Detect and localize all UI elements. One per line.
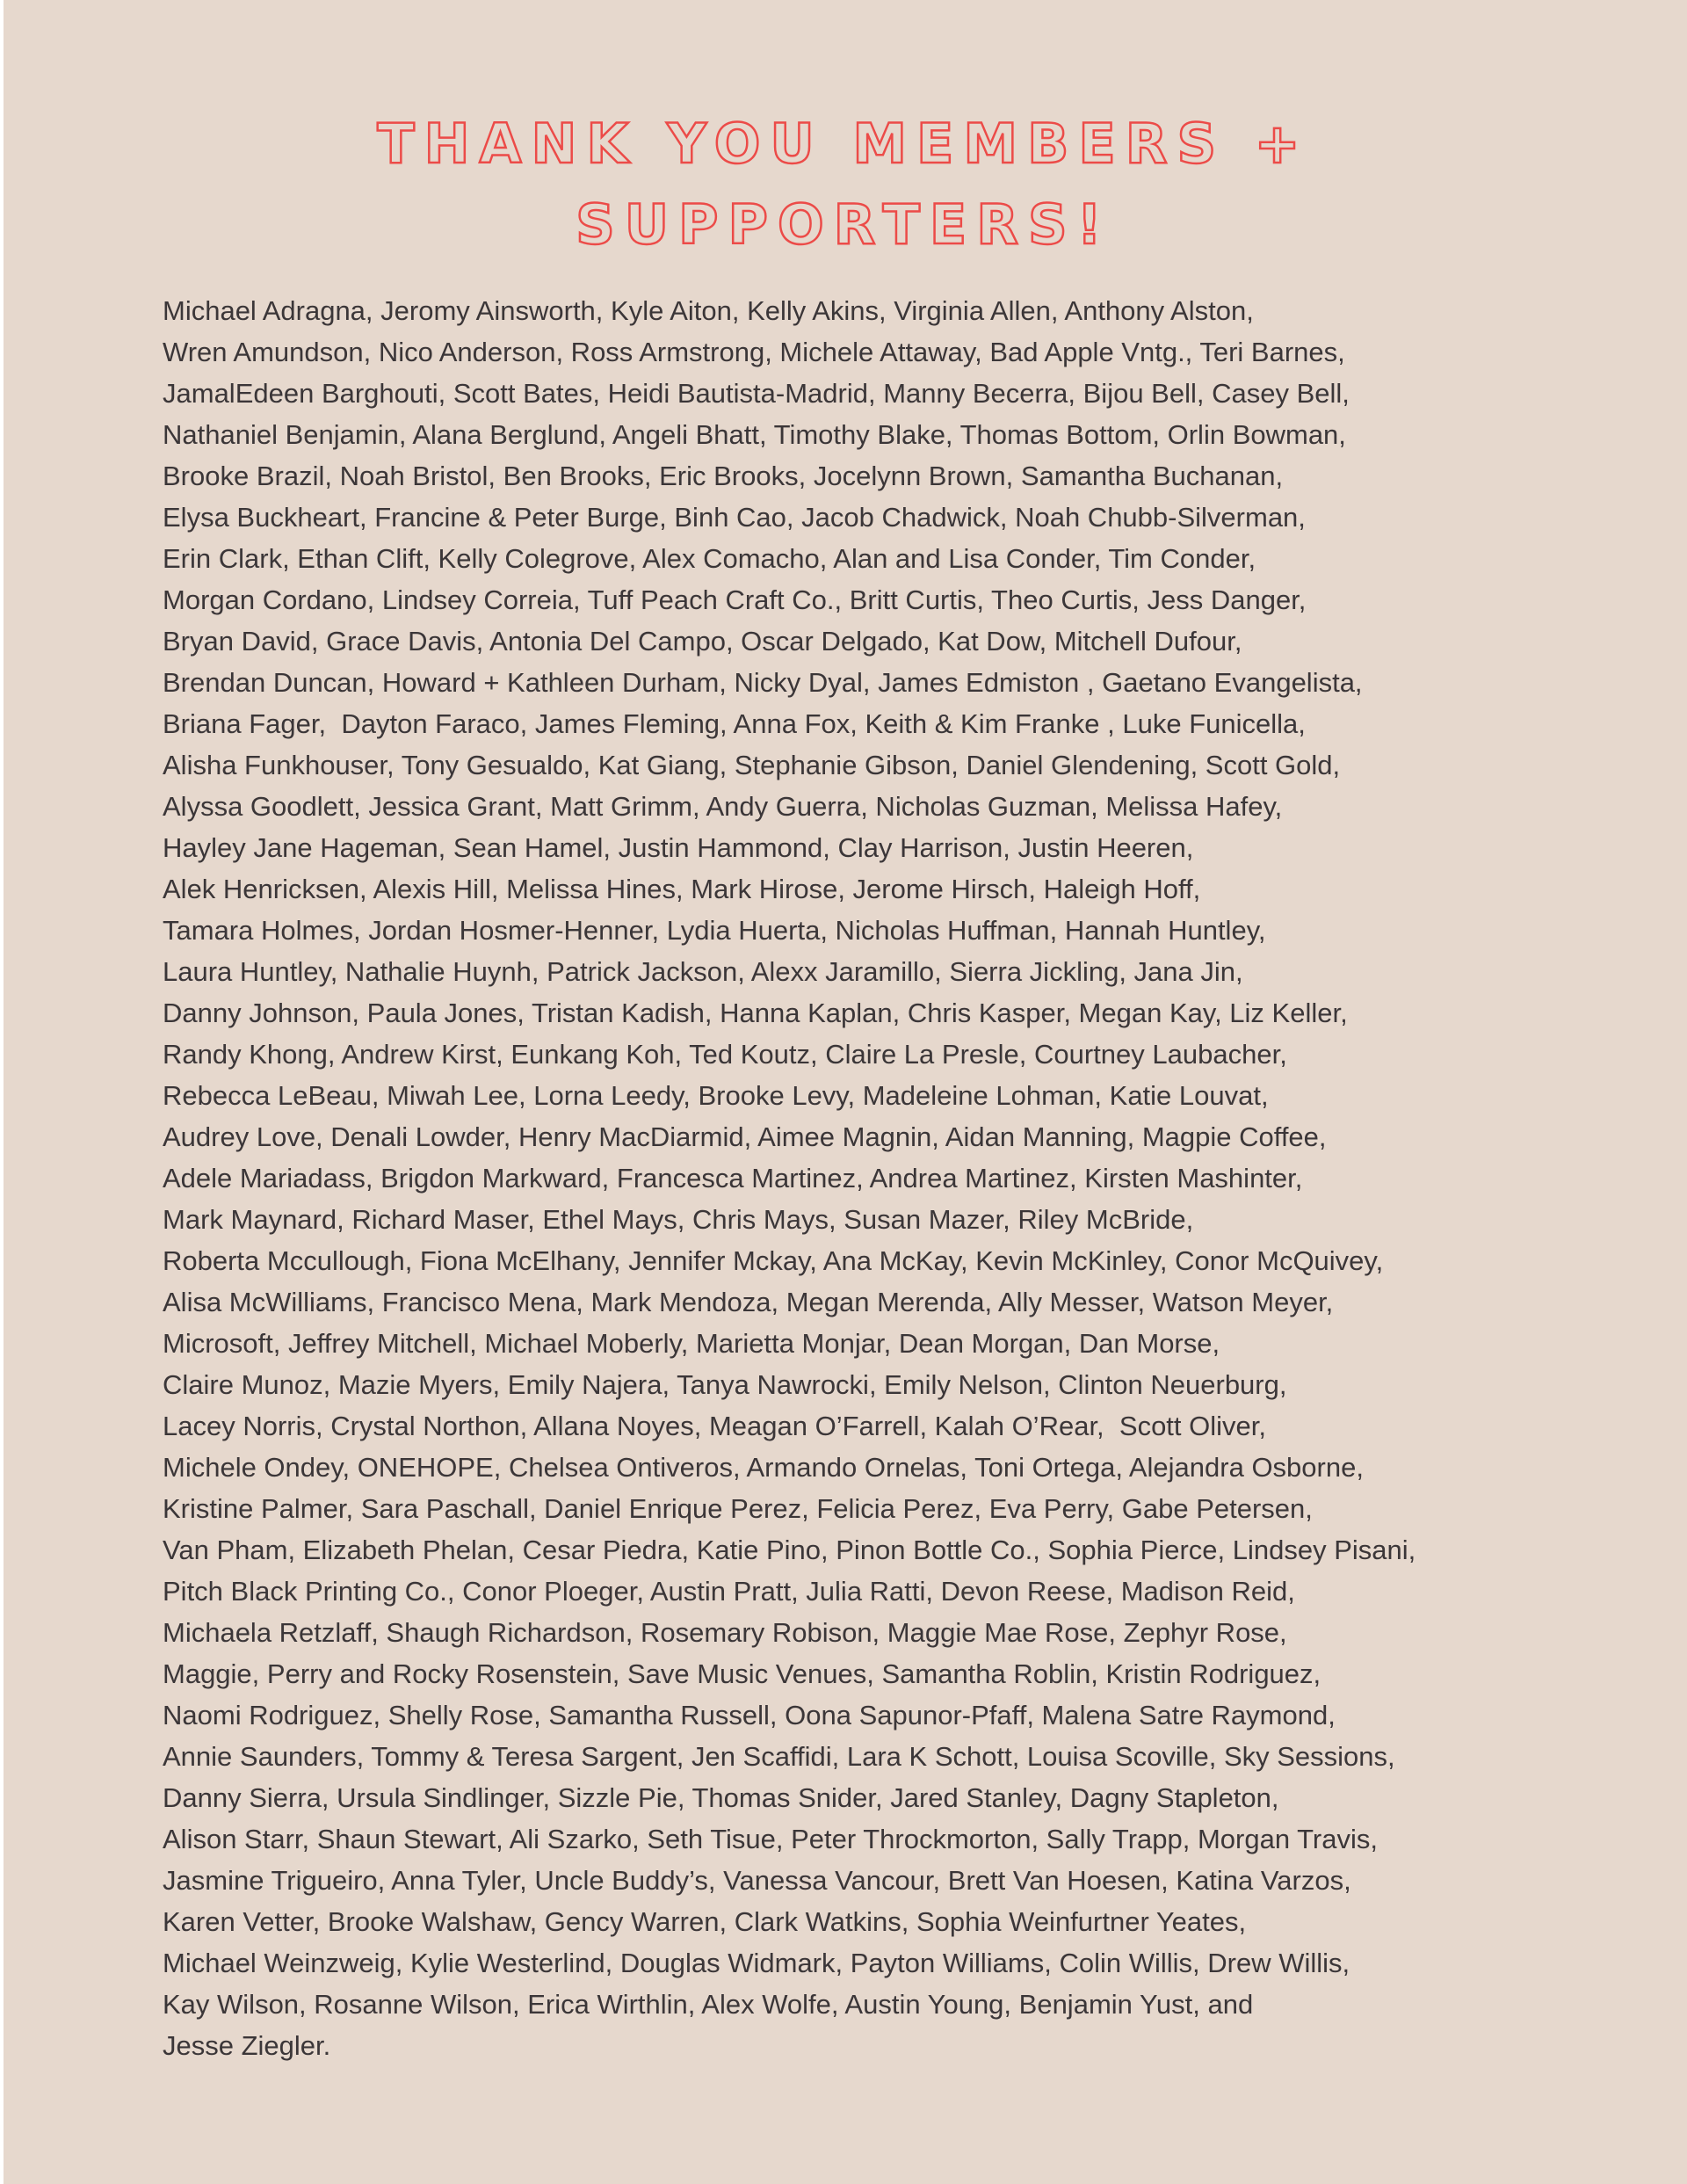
supporters-line: Alison Starr, Shaun Stewart, Ali Szarko, Seth Tisue, Peter Throckmorton, Sally Trapp, Morgan Travis, (163, 1824, 1378, 1854)
supporters-line: Michael Weinzweig, Kylie Westerlind, Douglas Widmark, Payton Williams, Colin Willis, Drew Willis, (163, 1948, 1350, 1978)
supporters-line: Kay Wilson, Rosanne Wilson, Erica Wirthlin, Alex Wolfe, Austin Young, Benjamin Yust, and (163, 1989, 1254, 2020)
supporters-line: Alisha Funkhouser, Tony Gesualdo, Kat Giang, Stephanie Gibson, Daniel Glendening, Scott Gold, (163, 750, 1341, 780)
supporters-line: Jesse Ziegler. (163, 2030, 331, 2061)
supporters-line: Wren Amundson, Nico Anderson, Ross Armstrong, Michele Attaway, Bad Apple Vntg., Teri Barnes, (163, 337, 1345, 367)
supporters-line: Jasmine Trigueiro, Anna Tyler, Uncle Buddy’s, Vanessa Vancour, Brett Van Hoesen, Katina Varzos, (163, 1865, 1351, 1896)
supporters-line: Karen Vetter, Brooke Walshaw, Gency Warren, Clark Watkins, Sophia Weinfurtner Yeates, (163, 1906, 1247, 1937)
page-title-line-1: THANK YOU MEMBERS + (377, 112, 1310, 176)
supporters-line: Adele Mariadass, Brigdon Markward, Francesca Martinez, Andrea Martinez, Kirsten Mashinter, (163, 1163, 1303, 1194)
supporters-line: Nathaniel Benjamin, Alana Berglund, Angeli Bhatt, Timothy Blake, Thomas Bottom, Orlin Bowman, (163, 419, 1346, 450)
supporters-line: Roberta Mccullough, Fiona McElhany, Jennifer Mckay, Ana McKay, Kevin McKinley, Conor McQuivey, (163, 1245, 1384, 1276)
supporters-line: Brendan Duncan, Howard + Kathleen Durham, Nicky Dyal, James Edmiston , Gaetano Evangelista, (163, 667, 1363, 698)
page-edge (0, 0, 4, 2184)
supporters-line: Danny Sierra, Ursula Sindlinger, Sizzle Pie, Thomas Snider, Jared Stanley, Dagny Stapleton, (163, 1782, 1279, 1813)
supporters-line: Danny Johnson, Paula Jones, Tristan Kadish, Hanna Kaplan, Chris Kasper, Megan Kay, Liz Keller, (163, 998, 1348, 1028)
supporters-line: Audrey Love, Denali Lowder, Henry MacDiarmid, Aimee Magnin, Aidan Manning, Magpie Coffee, (163, 1121, 1327, 1152)
supporters-line: Pitch Black Printing Co., Conor Ploeger, Austin Pratt, Julia Ratti, Devon Reese, Madison Reid, (163, 1576, 1295, 1607)
supporters-line: Maggie, Perry and Rocky Rosenstein, Save Music Venues, Samantha Roblin, Kristin Rodriguez, (163, 1658, 1321, 1689)
supporters-line: Brooke Brazil, Noah Bristol, Ben Brooks, Eric Brooks, Jocelynn Brown, Samantha Buchanan, (163, 461, 1284, 491)
supporters-list (163, 290, 1533, 2066)
supporters-line: Alisa McWilliams, Francisco Mena, Mark Mendoza, Megan Merenda, Ally Messer, Watson Meyer, (163, 1287, 1334, 1317)
supporters-line: Mark Maynard, Richard Maser, Ethel Mays, Chris Mays, Susan Mazer, Riley McBride, (163, 1204, 1194, 1235)
supporters-line: Laura Huntley, Nathalie Huynh, Patrick Jackson, Alexx Jaramillo, Sierra Jickling, Jana Jin, (163, 956, 1243, 987)
page-title-line-2: SUPPORTERS! (576, 192, 1111, 257)
supporters-line: Morgan Cordano, Lindsey Correia, Tuff Peach Craft Co., Britt Curtis, Theo Curtis, Jess Danger, (163, 584, 1307, 615)
supporters-line: Michael Adragna, Jeromy Ainsworth, Kyle Aiton, Kelly Akins, Virginia Allen, Anthony Alston, (163, 295, 1254, 326)
page-title (0, 104, 1687, 265)
supporters-line: Annie Saunders, Tommy & Teresa Sargent, Jen Scaffidi, Lara K Schott, Louisa Scoville, Sky Sessions, (163, 1741, 1395, 1772)
supporters-line: Erin Clark, Ethan Clift, Kelly Colegrove, Alex Comacho, Alan and Lisa Conder, Tim Conder, (163, 543, 1256, 574)
supporters-line: Tamara Holmes, Jordan Hosmer-Henner, Lydia Huerta, Nicholas Huffman, Hannah Huntley, (163, 915, 1266, 946)
supporters-line: Naomi Rodriguez, Shelly Rose, Samantha Russell, Oona Sapunor-Pfaff, Malena Satre Raymond, (163, 1700, 1336, 1731)
supporters-line: JamalEdeen Barghouti, Scott Bates, Heidi Bautista-Madrid, Manny Becerra, Bijou Bell, Casey Bell, (163, 378, 1350, 409)
supporters-line: Kristine Palmer, Sara Paschall, Daniel Enrique Perez, Felicia Perez, Eva Perry, Gabe Petersen, (163, 1493, 1313, 1524)
supporters-line: Bryan David, Grace Davis, Antonia Del Campo, Oscar Delgado, Kat Dow, Mitchell Dufour, (163, 626, 1242, 657)
supporters-line: Alek Henricksen, Alexis Hill, Melissa Hines, Mark Hirose, Jerome Hirsch, Haleigh Hoff, (163, 874, 1201, 904)
supporters-line: Claire Munoz, Mazie Myers, Emily Najera, Tanya Nawrocki, Emily Nelson, Clinton Neuerburg, (163, 1369, 1287, 1400)
supporters-line: Hayley Jane Hageman, Sean Hamel, Justin Hammond, Clay Harrison, Justin Heeren, (163, 832, 1194, 863)
supporters-line: Briana Fager, Dayton Faraco, James Fleming, Anna Fox, Keith & Kim Franke , Luke Funicella, (163, 708, 1306, 739)
supporters-line: Alyssa Goodlett, Jessica Grant, Matt Grimm, Andy Guerra, Nicholas Guzman, Melissa Hafey, (163, 791, 1283, 822)
supporters-line: Randy Khong, Andrew Kirst, Eunkang Koh, Ted Koutz, Claire La Presle, Courtney Laubacher, (163, 1039, 1287, 1070)
supporters-line: Michaela Retzlaff, Shaugh Richardson, Rosemary Robison, Maggie Mae Rose, Zephyr Rose, (163, 1617, 1287, 1648)
supporters-line: Microsoft, Jeffrey Mitchell, Michael Moberly, Marietta Monjar, Dean Morgan, Dan Morse, (163, 1328, 1220, 1359)
supporters-line: Lacey Norris, Crystal Northon, Allana Noyes, Meagan O’Farrell, Kalah O’Rear, Scott Oliver, (163, 1411, 1266, 1441)
supporters-line: Rebecca LeBeau, Miwah Lee, Lorna Leedy, Brooke Levy, Madeleine Lohman, Katie Louvat, (163, 1080, 1269, 1111)
supporters-line: Elysa Buckheart, Francine & Peter Burge, Binh Cao, Jacob Chadwick, Noah Chubb-Silverman, (163, 502, 1306, 533)
supporters-line: Michele Ondey, ONEHOPE, Chelsea Ontiveros, Armando Ornelas, Toni Ortega, Alejandra Osborne, (163, 1452, 1364, 1483)
supporters-line: Van Pham, Elizabeth Phelan, Cesar Piedra, Katie Pino, Pinon Bottle Co., Sophia Pierce, Lindsey Pisani, (163, 1535, 1416, 1565)
